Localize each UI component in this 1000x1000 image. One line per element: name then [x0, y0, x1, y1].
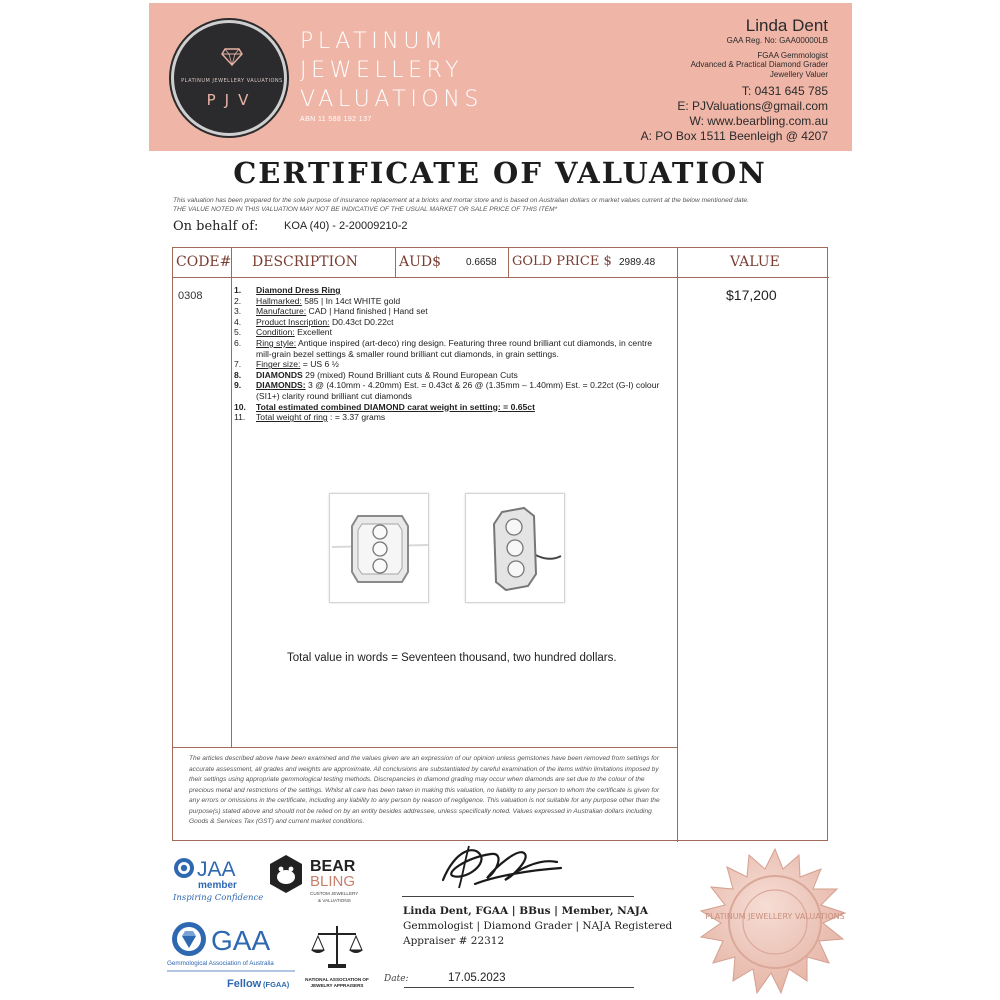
- description-header: DESCRIPTION: [252, 254, 358, 270]
- value-header: VALUE: [730, 254, 780, 270]
- header-banner: [149, 3, 852, 151]
- signatory-name: Linda Dent, FGAA | BBus | Member, NAJA: [403, 905, 649, 917]
- gold-price: 2989.48: [619, 257, 656, 268]
- seal-text: PLATINUM JEWELLERY VALUATIONS: [705, 912, 845, 921]
- valuer-title: FGAA Gemmologist: [757, 50, 828, 60]
- abn-number: ABN 11 588 192 137: [300, 116, 372, 123]
- list-item: 6. Ring style: Antique inspired (art-deco) ring design. Featuring three round brilliant cut diamonds, in centre mill-grain bezel settings & smaller round brilliant cut diamonds, in grain settings.: [234, 337, 653, 359]
- disclaimer-line: This valuation has been prepared for the sole purpose of insurance replacement at a bricks and mortar store and is based on Australian dollars or market values current at the below mentioned date.: [173, 197, 749, 204]
- valuation-date: 17.05.2023: [448, 972, 506, 984]
- jaa-member-logo: [172, 855, 264, 905]
- document-title: CERTIFICATE OF VALUATION: [233, 156, 767, 190]
- bear-line2: BLING: [310, 873, 356, 890]
- brand-line: VALUATIONS: [300, 87, 483, 112]
- website: W: www.bearbling.com.au: [689, 114, 828, 128]
- logo-ring-text: PLATINUM JEWELLERY VALUATIONS: [181, 78, 283, 84]
- list-item: 1. Diamond Dress Ring: [234, 285, 341, 295]
- signatory-appraiser-no: Appraiser # 22312: [403, 935, 505, 947]
- brand-name: [300, 27, 483, 114]
- list-item: 5. Condition: Excellent: [234, 327, 332, 338]
- list-item: 7. Finger size: = US 6 ½: [234, 359, 339, 370]
- contact-block: [641, 16, 828, 144]
- total-value-words: Total value in words = Seventeen thousand, two hundred dollars.: [287, 652, 617, 664]
- email: E: PJValuations@gmail.com: [677, 99, 828, 113]
- pjv-logo: [171, 20, 287, 136]
- jaa-member: member: [198, 880, 237, 891]
- bear-sub2: & VALUATIONS: [318, 898, 351, 903]
- list-item: 2. Hallmarked: 585 | In 14ct WHITE gold: [234, 295, 401, 306]
- ring-front-image: [330, 494, 430, 604]
- disclaimer-line: THE VALUE NOTED IN THIS VALUATION MAY NOT BE INDICATIVE OF THE USUAL MARKET OR SALE PRICE OF THIS ITEM*: [173, 206, 558, 213]
- gaa-name: GAA: [211, 925, 271, 956]
- date-label: Date:: [384, 974, 409, 984]
- list-item: 9. DIAMONDS: 3 @ (4.10mm - 4.20mm) Est. = 0.43ct & 26 @ (1.35mm – 1.40mm) Est. = 0.22ct (G-I) colour (SI1+) clarity round brilliant cut diamonds: [234, 380, 660, 401]
- naja-line2: JEWELRY APPRAISERS: [310, 983, 364, 988]
- gaa-fellow: Fellow: [227, 978, 262, 990]
- on-behalf-label: On behalf of:: [173, 219, 259, 234]
- list-item: 10. Total estimated combined DIAMOND carat weight in setting: = 0.65ct: [234, 401, 535, 412]
- valuer-title: Jewellery Valuer: [769, 69, 828, 79]
- code-header: CODE#: [176, 254, 232, 270]
- signatory-title: Gemmologist | Diamond Grader | NAJA Registered: [403, 920, 673, 932]
- embossed-seal: [695, 847, 855, 997]
- gaa-fellow-abbr: (FGAA): [263, 980, 290, 989]
- gaa-logo: [167, 920, 295, 992]
- gaa-reg: GAA Reg. No: GAA00000LB: [726, 36, 828, 45]
- diamond-icon: [221, 48, 243, 66]
- valuer-title: Advanced & Practical Diamond Grader: [690, 60, 828, 69]
- naja-line1: NATIONAL ASSOCIATION OF: [305, 977, 369, 982]
- ring-angle-image: [466, 494, 566, 604]
- postal-address: A: PO Box 1511 Beenleigh @ 4207: [640, 129, 828, 143]
- handwritten-signature: [435, 840, 565, 892]
- ring-photo-angle: [465, 493, 565, 603]
- list-item: 4. Product Inscription: D0.43ct D0.22ct: [234, 316, 394, 327]
- on-behalf-value: KOA (40) - 2-20009210-2: [284, 220, 408, 232]
- brand-line: JEWELLERY: [300, 58, 464, 83]
- signatory-block: [403, 904, 672, 949]
- gaa-full-name: Gemmological Association of Australia: [167, 960, 274, 967]
- aud-header: AUD$: [399, 254, 442, 270]
- list-item: 3. Manufacture: CAD | Hand finished | Hand set: [234, 306, 428, 317]
- valuer-name: Linda Dent: [745, 16, 828, 35]
- jaa-tagline: Inspiring Confidence: [173, 893, 264, 903]
- item-code: 0308: [178, 290, 203, 302]
- bear-sub1: CUSTOM JEWELLERY: [310, 891, 359, 896]
- bear-line1: BEAR: [310, 858, 356, 875]
- naja-logo: [300, 920, 374, 992]
- list-item: 11. Total weight of ring : = 3.37 grams: [234, 412, 386, 423]
- terms-disclaimer: The articles described above have been examined and the values given are an expression of our opinion unless gemstones have been removed from settings for accurate assessment, all grades and weights are approximate. All conclusions are substantiated by careful examination of the items within limitations imposed by their settings using appropriate gemmological testing methods. Discrepancies in diamond grading may occur when diamonds are set due to the colour of the precious metal and restrictions of the settings. Whilst all care has been taken in making this valuation, no liability to any person to whom the certificate is given for any errors or omissions in the certificate, including any liability to any person by reason of negligence. This valuation is not suitable for any purpose other than the purpose(s) stated above and should not be relied on by an entity besides addressee, unless specifically noted. Values expressed in Australian dollars including Goods & Services Tax (GST) and current market conditions.: [189, 755, 660, 825]
- list-item: 8. DIAMONDS 29 (mixed) Round Brilliant cuts & Round European Cuts: [234, 369, 518, 380]
- aud-rate: 0.6658: [466, 257, 497, 268]
- bear-bling-logo: [268, 853, 378, 905]
- phone: T: 0431 645 785: [741, 84, 828, 98]
- ring-photo-front: [329, 493, 429, 603]
- item-value: $17,200: [726, 287, 777, 303]
- brand-line: PLATINUM: [300, 29, 448, 54]
- description-list: [234, 285, 664, 423]
- valuation-table: [172, 247, 828, 841]
- signature-line: [402, 896, 634, 897]
- date-line: [404, 987, 634, 988]
- gold-price-header: GOLD PRICE $: [512, 254, 612, 269]
- jaa-name: JAA: [197, 858, 236, 881]
- purpose-disclaimer: [173, 196, 833, 214]
- logo-initials: PJV: [206, 91, 258, 109]
